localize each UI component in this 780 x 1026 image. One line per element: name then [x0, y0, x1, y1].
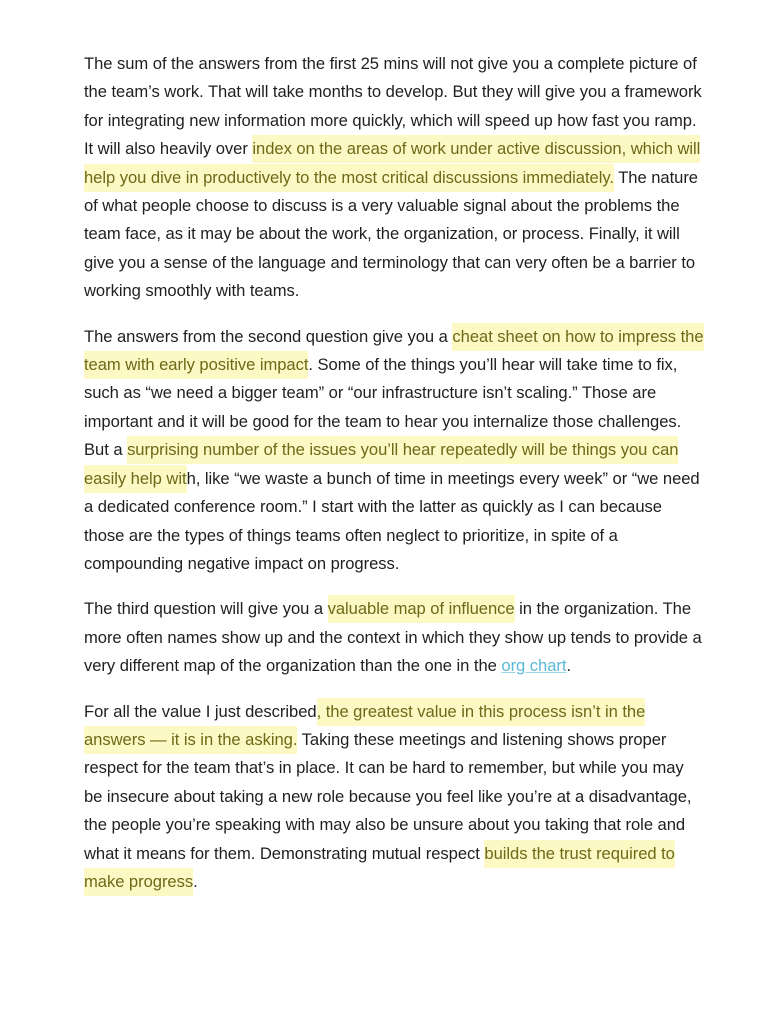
highlighted-text[interactable]: surprising number of the issues you’ll hear repeatedly will be things you can easily help wit — [84, 436, 678, 492]
text-segment: The nature of what people choose to discuss is a very valuable signal about the problems the team face, as it may be about the work, the organization, or process. Finally, it will give you a sense of the language and terminology that can very often be a barrier to working smoothly with teams. — [84, 167, 698, 301]
text-segment: Taking these meetings and listening shows proper respect for the team that’s in place. It can be hard to remember, but while you may be insecure about taking a new role because you feel like you’re at a disadvantage, the people you’re speaking with may also be unsure about you taking that role and what it means for them. Demonstrating mutual respect — [84, 729, 692, 863]
text-segment: The third question will give you a — [84, 599, 328, 619]
text-segment: . — [566, 656, 572, 676]
paragraph-2 — [84, 323, 706, 579]
article-body — [84, 50, 706, 913]
text-segment: h, like “we waste a bunch of time in meetings every week” or “we need a dedicated conference room.” I start with the latter as quickly as I can because those are the types of things teams often neglect to prioritize, in spite of a compounding negative impact on progress. — [84, 468, 700, 573]
highlighted-text[interactable]: cheat sheet on how to impress the team with early positive impact — [84, 323, 704, 379]
org-chart-link[interactable]: org chart — [501, 656, 567, 676]
highlighted-text[interactable]: index on the areas of work under active discussion, which will help you dive in productively to the most critical discussions immediately. — [84, 135, 700, 191]
highlighted-text[interactable]: builds the trust required to make progress — [84, 840, 675, 896]
text-segment: in the organization. The more often names show up and the context in which they show up tends to provide a very different map of the organization than the one in the — [84, 599, 702, 676]
text-segment: The answers from the second question give you a — [84, 326, 453, 346]
text-segment: . — [193, 871, 198, 891]
text-segment: For all the value I just described — [84, 701, 317, 721]
text-segment: . Some of the things you’ll hear will take time to fix, such as “we need a bigger team” or “our infrastructure isn’t scaling.” Those are important and it will be good for the team to hear you internalize those challenges. But a — [84, 355, 682, 460]
paragraph-1 — [84, 50, 706, 306]
paragraph-4 — [84, 698, 706, 897]
text-segment: The sum of the answers from the first 25 mins will not give you a complete picture of the team’s work. That will take months to develop. But they will give you a framework for integrating new information more quickly, which will speed up how fast you ramp. It will also heavily over — [84, 54, 702, 159]
highlighted-text[interactable]: , the greatest value in this process isn’t in the answers — it is in the asking. — [84, 698, 645, 754]
highlighted-text[interactable]: valuable map of influence — [328, 595, 515, 623]
paragraph-3 — [84, 595, 706, 680]
